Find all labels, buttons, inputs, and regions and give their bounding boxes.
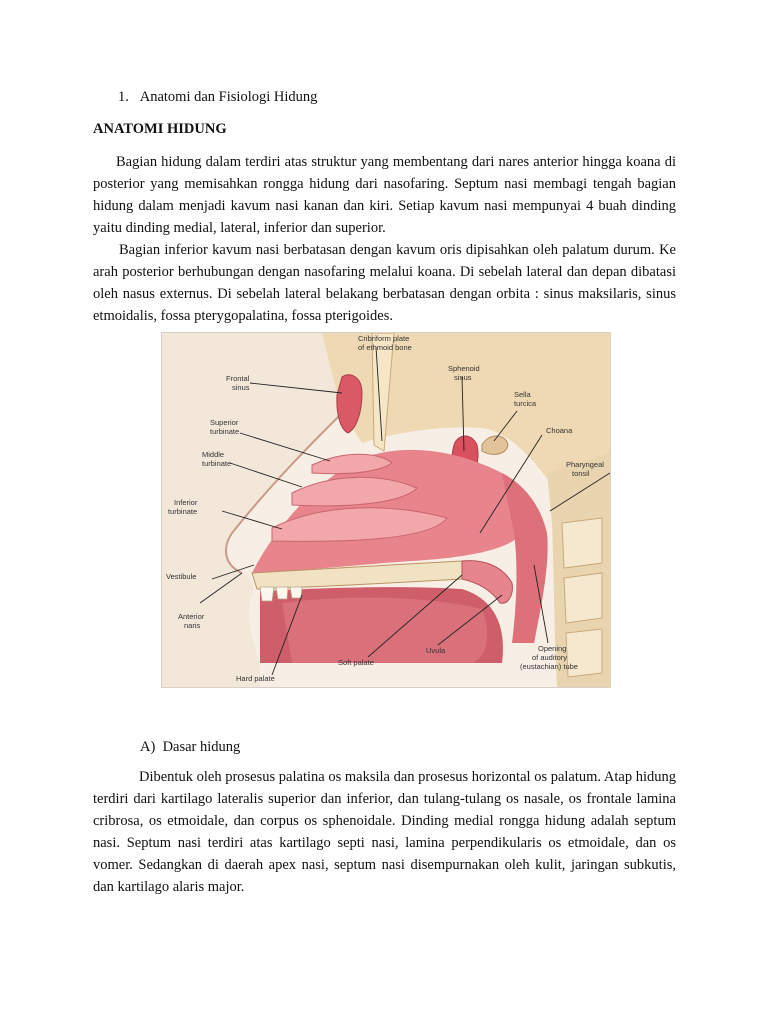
paragraph-2-text: Bagian inferior kavum nasi berbatasan dengan kavum oris dipisahkan oleh palatum durum. Ke arah posterior berhubungan dengan nasofaring melalui koana. Di sebelah lateral dan depan dibatasi oleh nasus externus. Di sebelah lateral belakang berbatasan dengan orbita : sinus maksilaris, sinus etmoidalis, fossa pterygopalatina, fossa pterigoides. — [93, 242, 676, 324]
section-heading — [118, 86, 317, 108]
label-inferior-turbinate: Inferior turbinate — [168, 498, 198, 516]
nasal-anatomy-figure — [161, 332, 611, 688]
label-cribriform: Cribriform plate of ethmoid bone — [358, 334, 412, 352]
label-auditory-opening: Opening of auditory (eustachian) tube — [520, 644, 578, 671]
paragraph-3-text: Dibentuk oleh prosesus palatina os maksila dan prosesus horizontal os palatum. Atap hidung terdiri dari kartilago lateralis superior dan inferior, dan tulang-tulang os nasale, os frontale lamina cribrosa, os etmoidale, dan corpus os sphenoidale. Dinding medial rongga hidung adalah septum nasi. Septum nasi terdiri atas kartilago septi nasi, lamina perpendikularis os etmoidale, dan os vomer. Sedangkan di daerah apex nasi, septum nasi disempurnakan oleh kulit, jaringan subkutis, dan kartilago alaris major. — [93, 769, 676, 895]
label-sella-turcica: Sella turcica — [514, 390, 537, 408]
label-frontal-sinus: Frontal sinus — [226, 374, 250, 392]
paragraph-3 — [93, 766, 676, 898]
anatomy-heading: ANATOMI HIDUNG — [93, 121, 227, 137]
label-uvula: Uvula — [426, 646, 446, 655]
paragraph-2 — [93, 239, 676, 327]
section-number: 1. — [118, 89, 129, 105]
label-sphenoid-sinus: Sphenoid sinus — [448, 364, 480, 382]
label-soft-palate: Soft palate — [338, 658, 374, 667]
label-superior-turbinate: Superior turbinate — [210, 418, 240, 436]
label-choana: Choana — [546, 426, 573, 435]
label-anterior-naris: Anterior naris — [178, 612, 205, 630]
paragraph-1 — [93, 151, 676, 239]
section-title: Anatomi dan Fisiologi Hidung — [139, 89, 318, 105]
label-middle-turbinate: Middle turbinate — [202, 450, 232, 468]
nasal-anatomy-illustration — [162, 333, 610, 687]
paragraph-1-text: Bagian hidung dalam terdiri atas struktur yang membentang dari nares anterior hingga koana di posterior yang memisahkan rongga hidung dari nasofaring. Septum nasi membagi tengah bagian hidung dalam menjadi kavum nasi kanan dan kiri. Setiap kavum nasi mempunyai 4 buah dinding yaitu dinding medial, lateral, inferior dan superior. — [93, 154, 676, 236]
label-hard-palate: Hard palate — [236, 674, 275, 683]
label-pharyngeal-tonsil: Pharyngeal tonsil — [566, 460, 604, 478]
label-vestibule: Vestibule — [166, 572, 197, 581]
subsection-marker: A) — [140, 739, 156, 755]
subsection-heading — [140, 736, 240, 758]
subsection-title: Dasar hidung — [162, 739, 241, 755]
